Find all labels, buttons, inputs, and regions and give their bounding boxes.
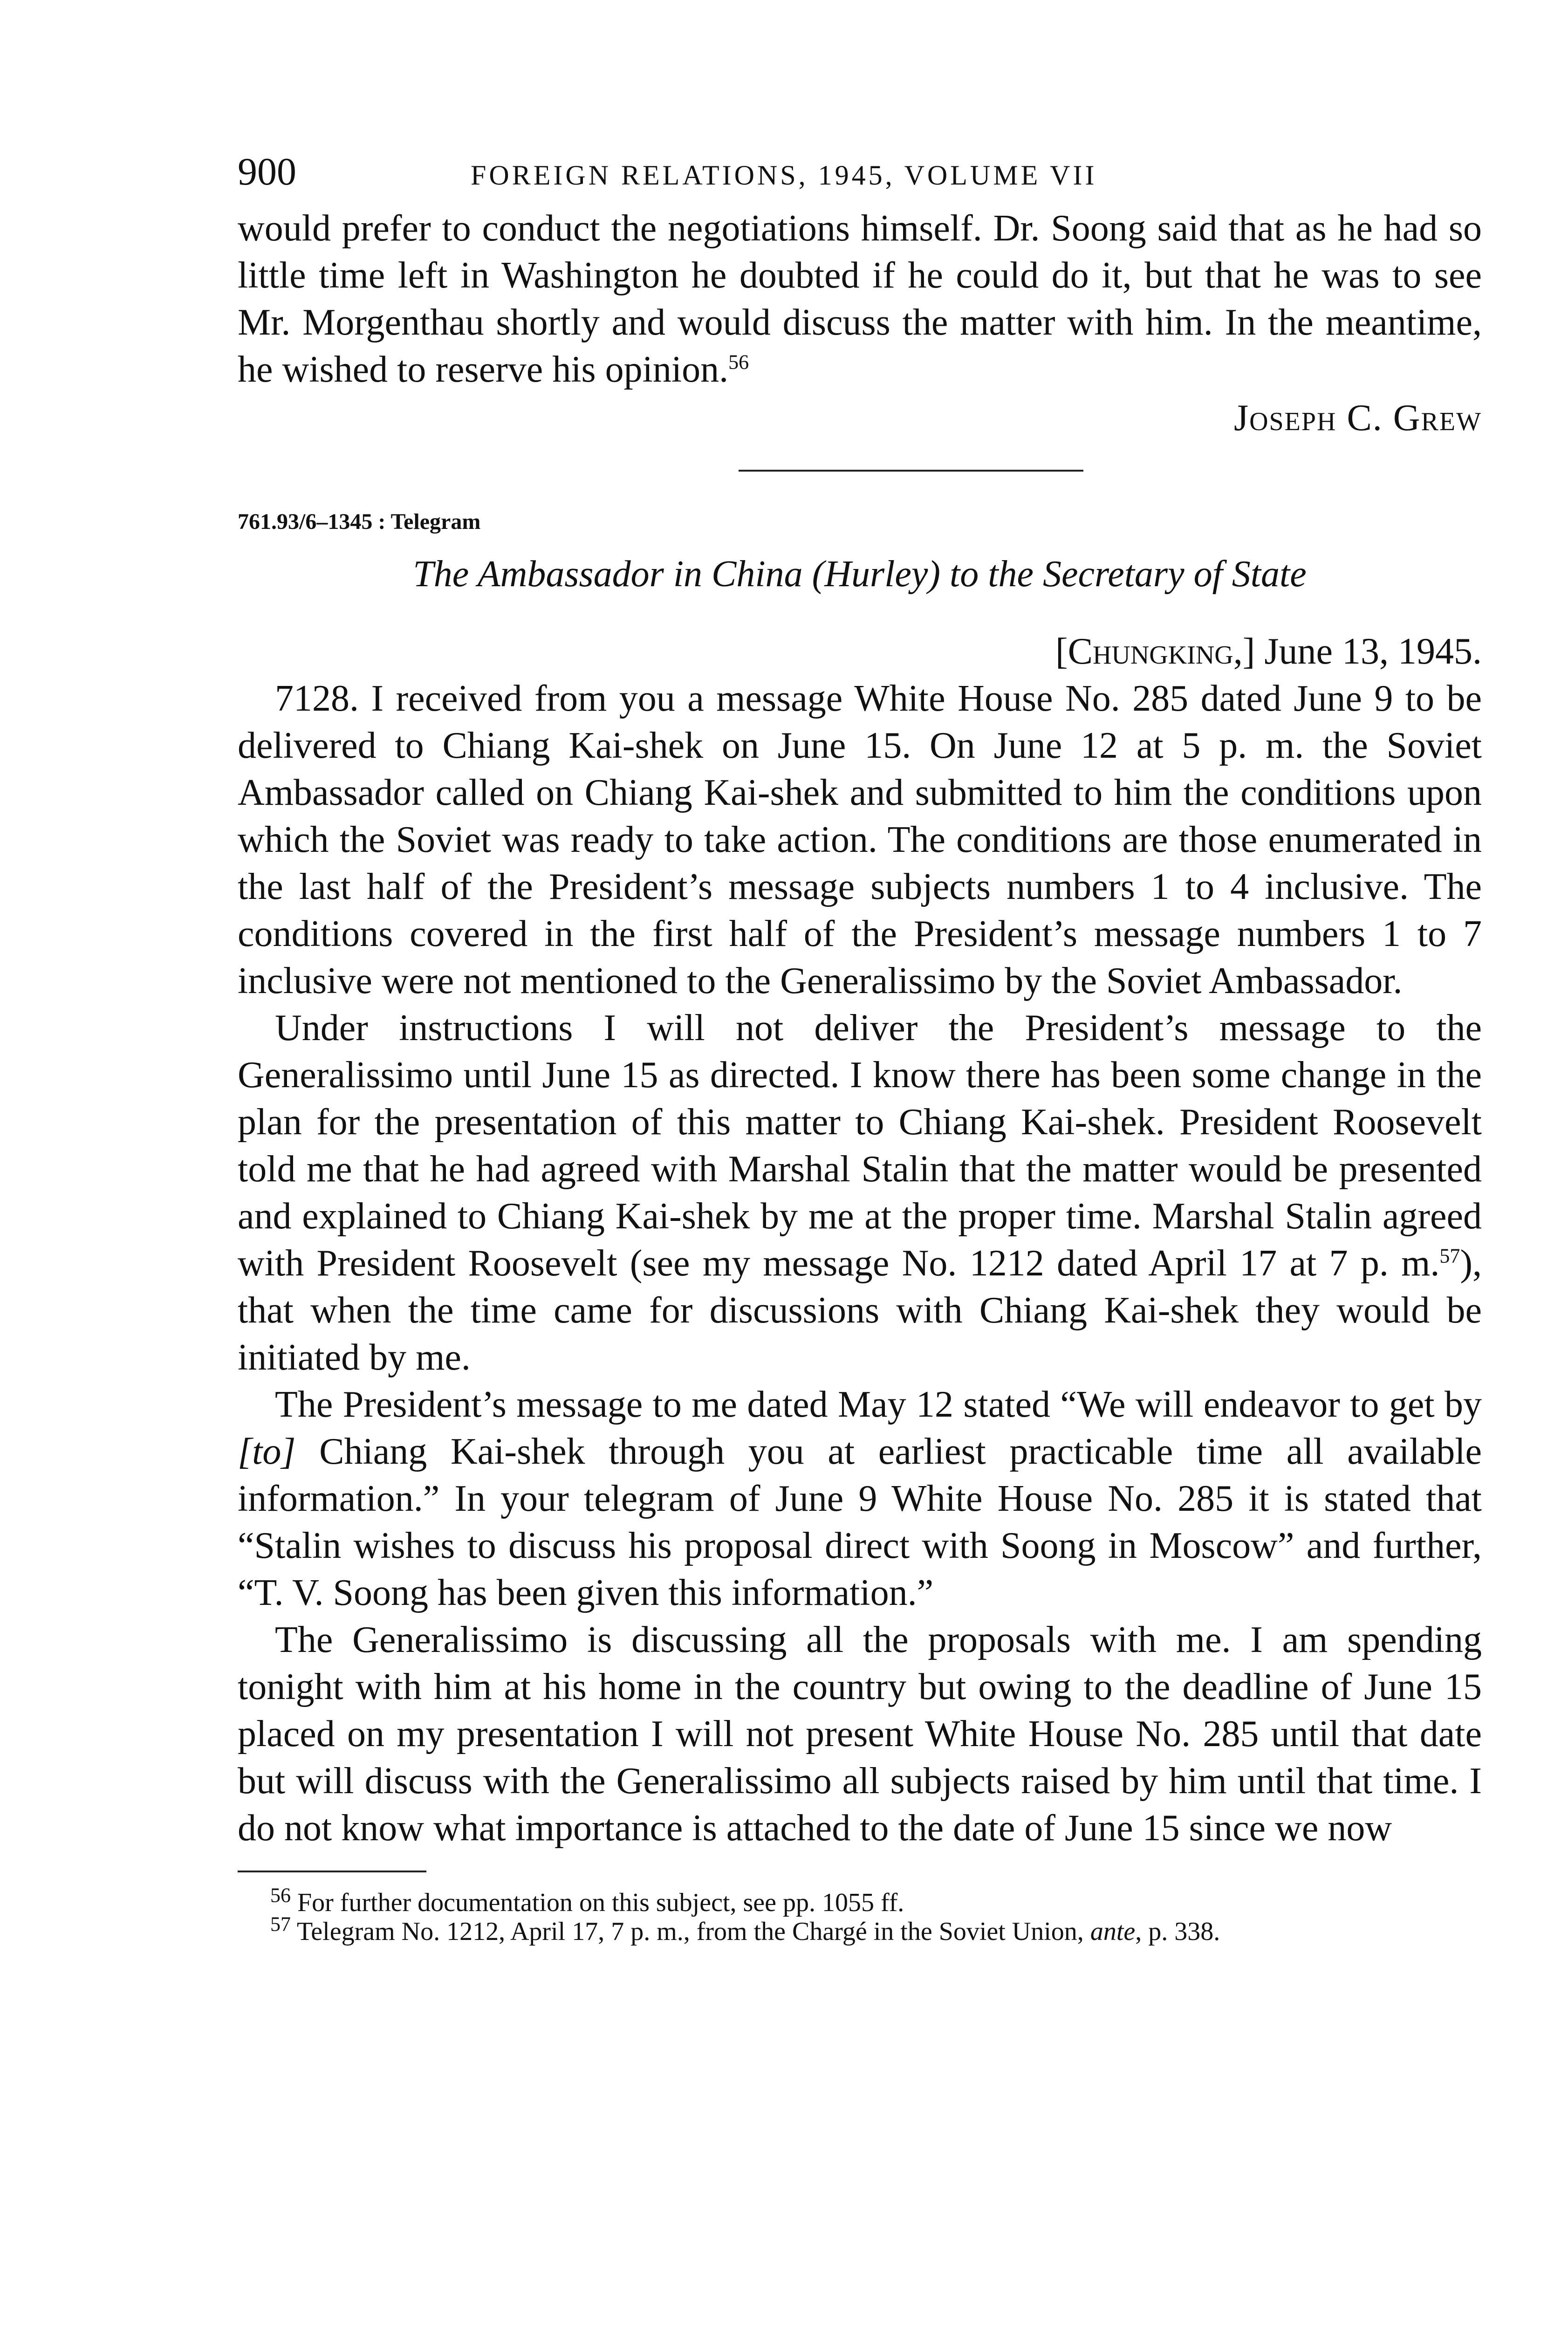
footnote-57 — [238, 1912, 1482, 1946]
paragraph-3-text-a: The President’s message to me dated May 12 stated “We will endeavor to get by — [275, 1384, 1482, 1425]
footnote-italic: ante — [1090, 1917, 1136, 1946]
editorial-insertion: [to] — [238, 1431, 296, 1472]
file-reference: 761.93/6–1345 : Telegram — [238, 509, 481, 534]
paragraph-4: The Generalissimo is discussing all the proposals with me. I am spending tonight with him at his home in the country but owing to the deadline of June 15 placed on my presentation I will not present White House No. 285 until that date but will discuss with the Generalissimo all subjects raised by him until that time. I do not know what importance is attached to the date of June 15 since we now — [238, 1619, 1482, 1849]
footnote-ref-57: 57 — [1439, 1244, 1460, 1268]
paragraph-2-text-a: Under instructions I will not deliver the President’s message to the Generalissimo until June 15 as directed. I know there has been some change in the plan for the presentation of this matter to Chiang Kai-shek. President Roosevelt told me that he had agreed with Marshal Stalin that the matter would be presented and explained to Chiang Kai-shek by me at the proper time. Marshal Stalin agreed with President Roosevelt (see my message No. 1212 dated April 17 at 7 p. m. — [238, 1007, 1482, 1284]
footnote-divider — [238, 1871, 426, 1872]
footnote-text-a: Telegram No. 1212, April 17, 7 p. m., from the Chargé in the Soviet Union, — [297, 1917, 1090, 1946]
paragraph-2-text-b: ), that when the time came for discussions with Chiang Kai-shek they would be initiated by me. — [238, 1243, 1482, 1378]
footnote-ref-56: 56 — [728, 350, 749, 374]
paragraph-3 — [238, 1381, 1482, 1617]
paragraph-2 — [238, 1005, 1482, 1381]
footnote-text-b: , p. 338. — [1135, 1917, 1220, 1946]
document-heading: The Ambassador in China (Hurley) to the Secretary of State — [413, 554, 1307, 595]
paragraph-1: 7128. I received from you a message White House No. 285 dated June 9 to be delivered to Chiang Kai-shek on June 15. On June 12 at 5 p. m. the Soviet Ambassador called on Chiang Kai-shek and submitted to him the conditions upon which the Soviet was ready to take action. The conditions are those enumerated in the last half of the President’s message subjects numbers 1 to 4 inclusive. The conditions covered in the first half of the President’s message numbers 1 to 7 inclusive were not mentioned to the Generalissimo by the Soviet Ambassador. — [238, 678, 1482, 1001]
signature: Joseph C. Grew — [1233, 397, 1482, 439]
continuation-paragraph — [238, 205, 1482, 393]
section-divider — [739, 470, 1083, 472]
footnote-marker: 57 — [270, 1912, 291, 1936]
footnote-marker: 56 — [270, 1884, 291, 1907]
paragraph-3-text-b: Chiang Kai-shek through you at earliest practicable time all available information.” In your telegram of June 9 White House No. 285 it is stated that “Stalin wishes to discuss his proposal direct with Soong in Moscow” and further, “T. V. Soong has been given this information.” — [238, 1431, 1482, 1613]
document-page — [238, 149, 1482, 1946]
footnote-text: For further documentation on this subject, see pp. 1055 ff. — [297, 1888, 904, 1917]
footnote-56 — [238, 1884, 1482, 1917]
dateline-date: June 13, 1945. — [1264, 631, 1482, 672]
page-number: 900 — [238, 150, 296, 193]
dateline — [238, 628, 1482, 675]
continuation-text: would prefer to conduct the negotiations himself. Dr. Soong said that as he had so little time left in Washington he doubted if he could do it, but that he was to see Mr. Morgenthau shortly and would discuss the matter with him. In the meantime, he wished to reserve his opinion. — [238, 208, 1482, 390]
dateline-place: [Chungking,] — [1055, 631, 1255, 672]
running-title: FOREIGN RELATIONS, 1945, VOLUME VII — [471, 160, 1097, 191]
running-header — [238, 149, 1482, 205]
